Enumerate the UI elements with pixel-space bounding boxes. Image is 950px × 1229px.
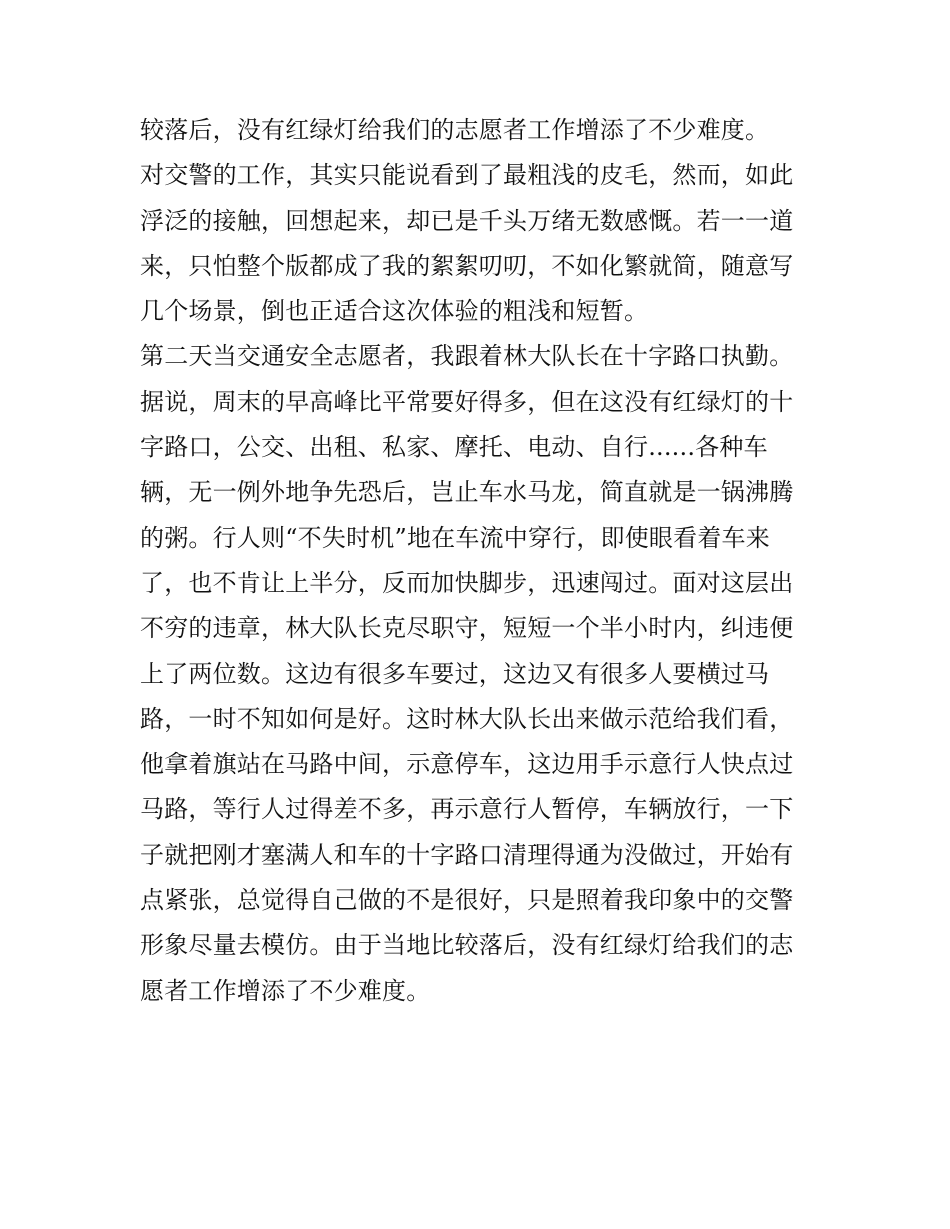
text-line: 愿者工作增添了不少难度。 (140, 976, 431, 1005)
text-line: 较落后，没有红绿灯给我们的志愿者工作增添了不少难度。 (140, 116, 770, 144)
text-line: 几个场景，倒也正适合这次体验的粗浅和短暂。 (140, 297, 649, 326)
text-line: 来，只怕整个版都成了我的絮絮叨叨，不如化繁就简，随意写 (140, 251, 794, 280)
text-line: 据说，周末的早高峰比平常要好得多，但在这没有红绿灯的十 (140, 387, 794, 416)
text-line: 子就把刚才塞满人和车的十字路口清理得通为没做过，开始有 (140, 840, 794, 869)
text-line: 第二天当交通安全志愿者，我跟着林大队长在十字路口执勤。 (140, 342, 794, 371)
text-line: 路，一时不知如何是好。这时林大队长出来做示范给我们看， (140, 704, 794, 733)
text-line: 字路口，公交、出租、私家、摩托、电动、自行......各种车 (140, 433, 768, 462)
body-text (140, 108, 820, 1014)
text-line: 点紧张，总觉得自己做的不是很好，只是照着我印象中的交警 (140, 886, 794, 915)
text-line: 辆，无一例外地争先恐后，岂止车水马龙，简直就是一锅沸腾 (140, 478, 794, 507)
text-line: 形象尽量去模仿。由于当地比较落后，没有红绿灯给我们的志 (140, 931, 794, 960)
text-line: 马路，等行人过得差不多，再示意行人暂停，车辆放行，一下 (140, 795, 794, 824)
text-line: 了，也不肯让上半分，反而加快脚步，迅速闯过。面对这层出 (140, 568, 794, 597)
text-line: 他拿着旗站在马路中间，示意停车，这边用手示意行人快点过 (140, 750, 794, 779)
text-line: 不穷的违章，林大队长克尽职守，短短一个半小时内，纠违便 (140, 614, 794, 643)
text-line: 上了两位数。这边有很多车要过，这边又有很多人要横过马 (140, 659, 770, 688)
text-line: 浮泛的接触，回想起来，却已是千头万绪无数感慨。若一一道 (140, 206, 794, 235)
text-line: 的粥。行人则“不失时机”地在车流中穿行，即使眼看着车来 (140, 523, 770, 552)
text-line: 对交警的工作，其实只能说看到了最粗浅的皮毛，然而，如此 (140, 161, 794, 190)
